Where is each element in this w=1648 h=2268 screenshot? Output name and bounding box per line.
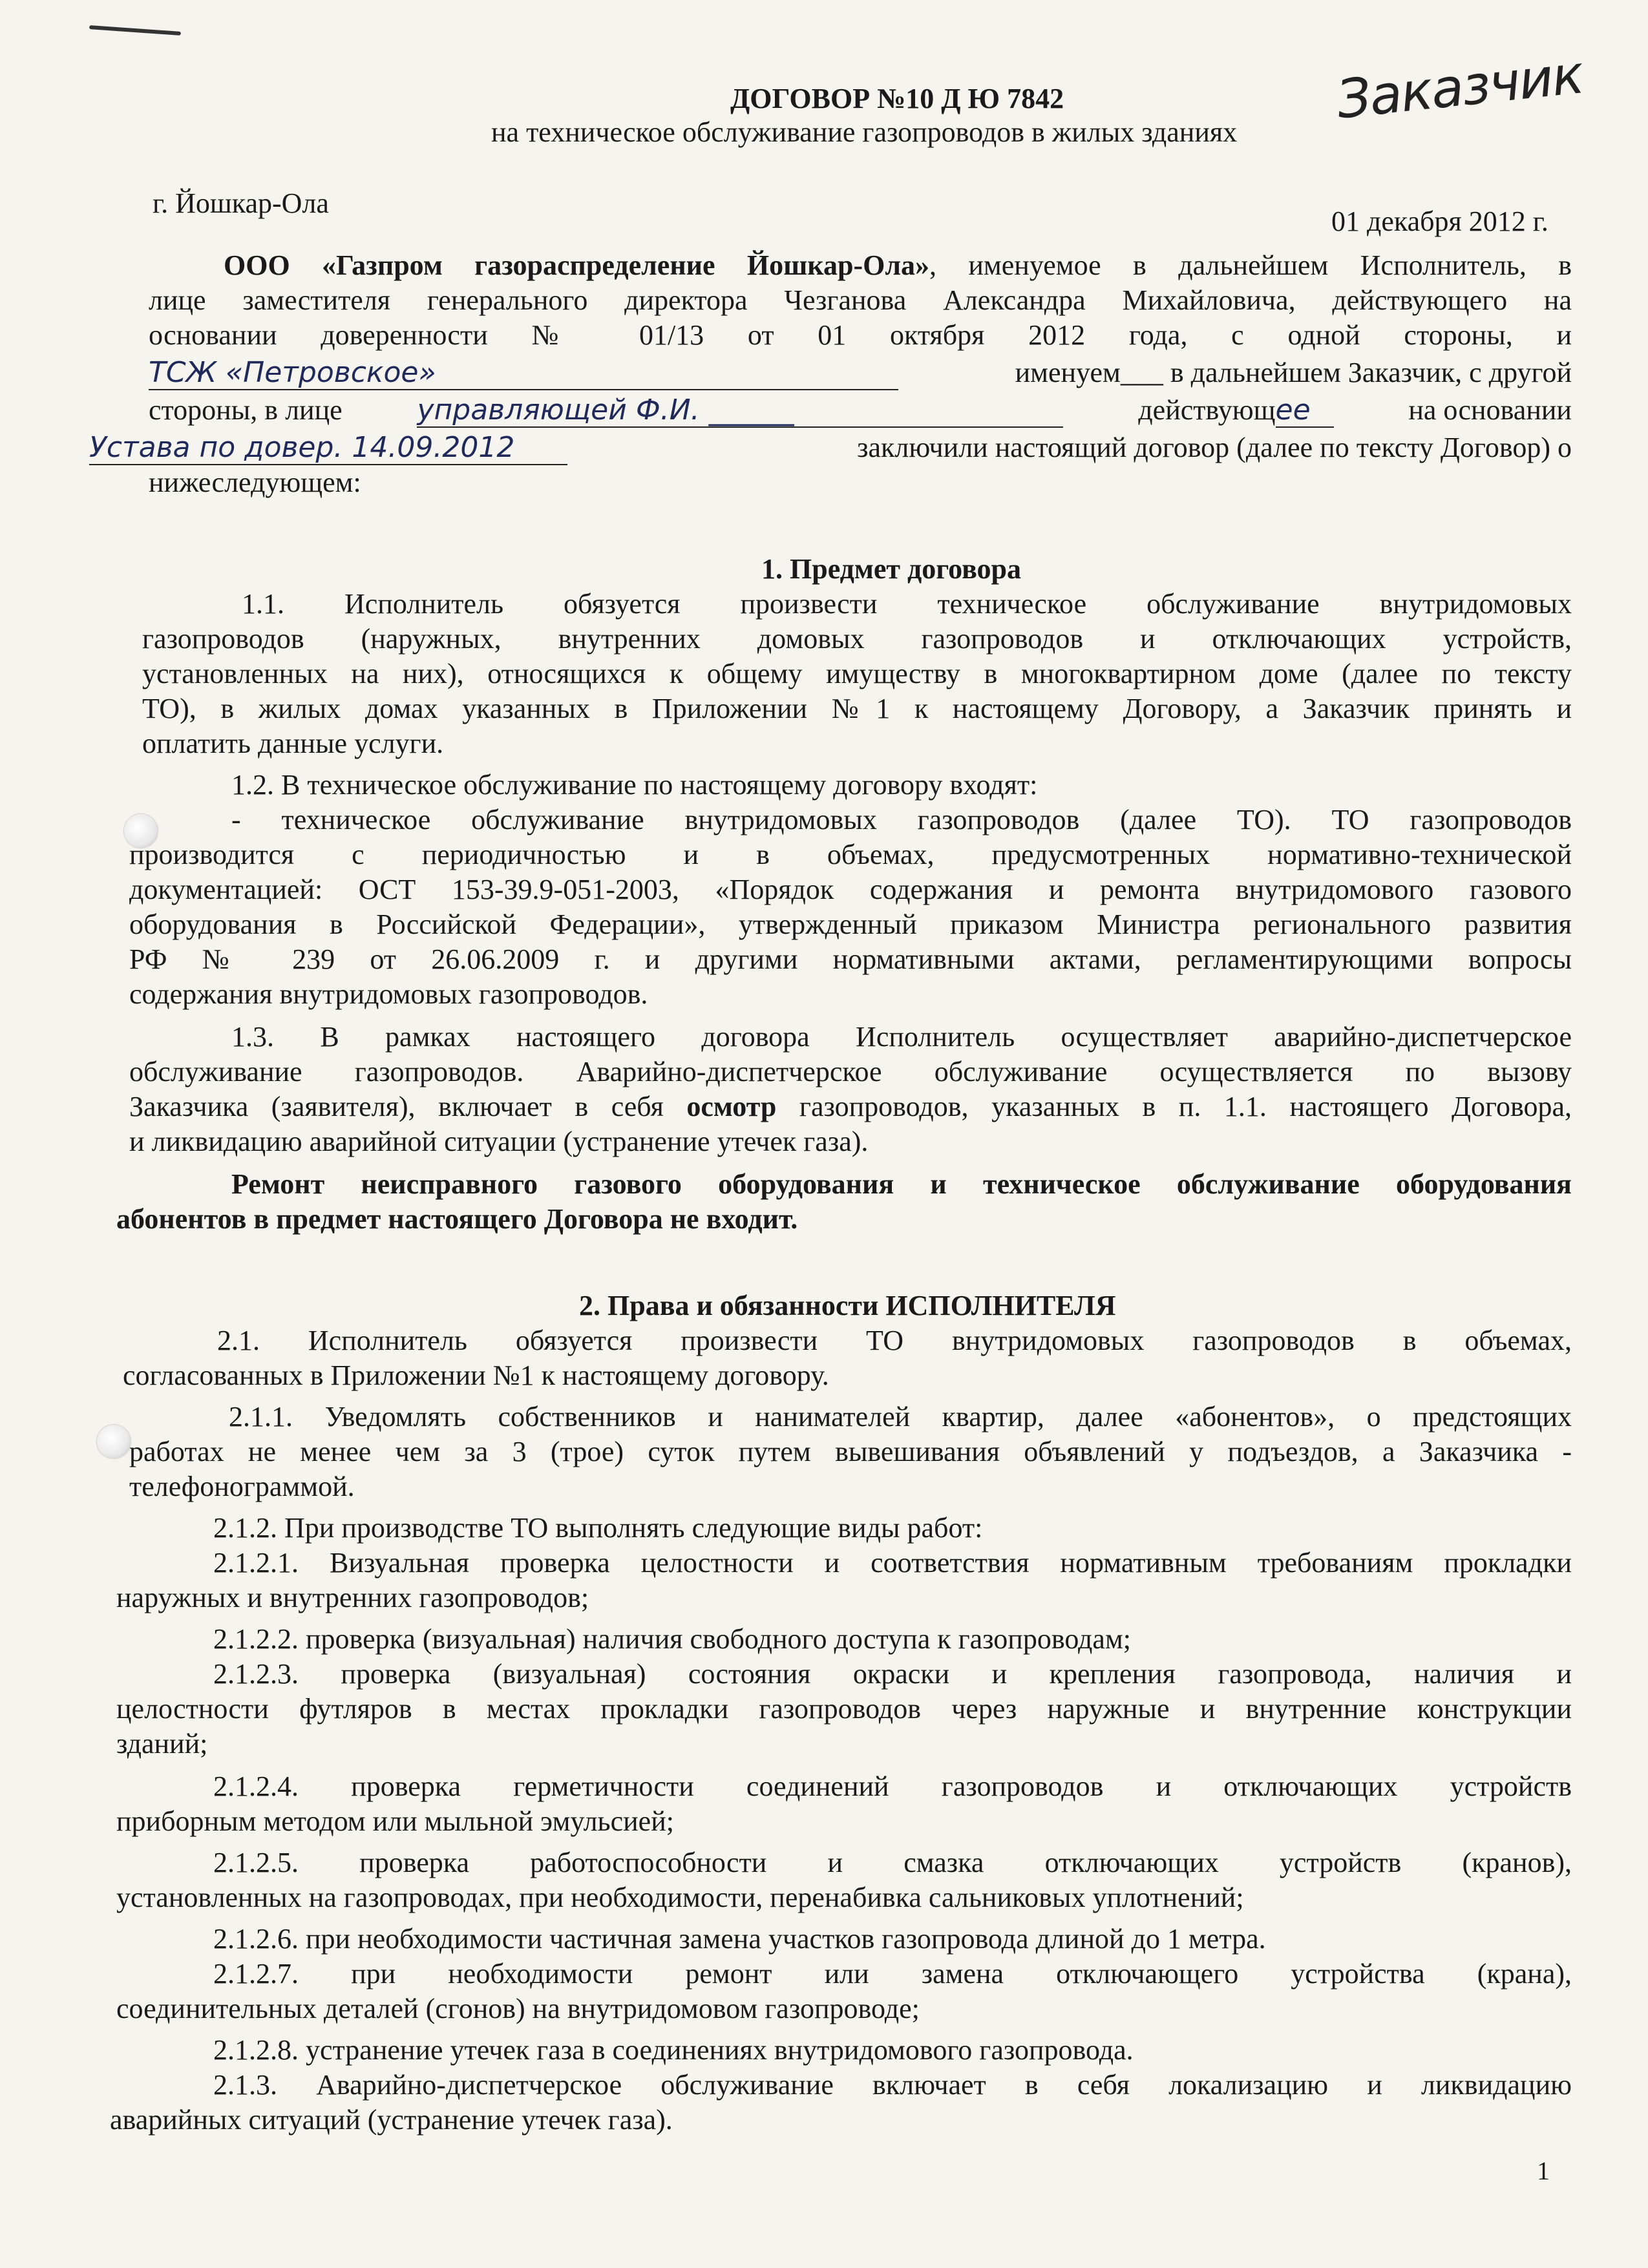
section-2-text: 2.1. Исполнитель обязуется произвести ТО внутридомовых газопроводов в объемах, xyxy=(217,1325,1572,1356)
section-2-text: зданий; xyxy=(116,1728,208,1759)
section-2-text: 2.1.2.8. устранение утечек газа в соединениях внутридомового газопровода. xyxy=(213,2034,1134,2066)
preamble-line-7: нижеследующем: xyxy=(149,467,361,498)
preamble-line-3: основании доверенности № 01/13 от 01 октября 2012 года, с одной стороны, и xyxy=(149,319,1572,351)
section-2-text: приборным методом или мыльной эмульсией; xyxy=(116,1805,674,1837)
handwritten-basis: Устава по довер. 14.09.2012 xyxy=(89,432,567,465)
section-2-text: 2.1.2.1. Визуальная проверка целостности и соответствия нормативным требованиям прокладки xyxy=(213,1547,1572,1579)
section-1-text: - техническое обслуживание внутридомовых газопроводов (далее ТО). ТО газопроводов xyxy=(231,804,1572,835)
section-2-heading: 2. Права и обязанности ИСПОЛНИТЕЛЯ xyxy=(579,1290,1116,1321)
section-2-text: 2.1.2.5. проверка работоспособности и смазка отключающих устройств (кранов), xyxy=(213,1847,1572,1878)
section-1-text: 1.1. Исполнитель обязуется произвести техническое обслуживание внутридомовых xyxy=(242,588,1572,620)
section-2-text: согласованных в Приложении №1 к настоящему договору. xyxy=(123,1360,829,1391)
preamble-line-6: Устава по довер. 14.09.2012 заключили настоящий договор (далее по тексту Договор) о xyxy=(89,431,1572,464)
section-1-heading: 1. Предмет договора xyxy=(761,553,1021,585)
contract-title: ДОГОВОР №10 Д Ю 7842 xyxy=(730,83,1064,114)
section-1-text: оборудования в Российской Федерации», утвержденный приказом Министра регионального развития xyxy=(129,908,1572,940)
page-number: 1 xyxy=(1537,2156,1550,2185)
contract-date: 01 декабря 2012 г. xyxy=(1331,205,1548,237)
section-2-text: 2.1.2. При производстве ТО выполнять следующие виды работ: xyxy=(213,1512,983,1544)
section-1-text: установленных на них), относящихся к общему имуществу в многоквартирном доме (далее по тексту xyxy=(142,658,1572,689)
section-2-text: 2.1.2.2. проверка (визуальная) наличия свободного доступа к газопроводам; xyxy=(213,1623,1132,1655)
section-2-text: установленных на газопроводах, при необходимости, перенабивка сальниковых уплотнений; xyxy=(116,1882,1244,1913)
handwritten-signature: Заказчик xyxy=(1334,44,1586,131)
preamble-line-4: ТСЖ «Петровское» именуем___ в дальнейшем Заказчик, с другой xyxy=(149,356,1572,389)
section-1-text: производится с периодичностью и в объемах, предусмотренных нормативно-технической xyxy=(129,839,1572,870)
section-1-text: газопроводов (наружных, внутренних домовых газопроводов и отключающих устройств, xyxy=(142,623,1572,655)
section-2-text: телефонограммой. xyxy=(129,1471,355,1502)
section-2-text: 2.1.2.6. при необходимости частичная замена участков газопровода длиной до 1 метра. xyxy=(213,1923,1266,1955)
hole-punch-mark xyxy=(97,1425,131,1458)
section-2-text: 2.1.2.3. проверка (визуальная) состояния окраски и крепления газопровода, наличия и xyxy=(213,1658,1572,1690)
section-1-note: абонентов в предмет настоящего Договора не входит. xyxy=(116,1203,798,1235)
section-1-text: РФ № 239 от 26.06.2009 г. и другими нормативными актами, регламентирующими вопросы xyxy=(129,943,1572,975)
section-1-text: 1.2. В техническое обслуживание по настоящему договору входят: xyxy=(231,769,1038,801)
section-2-text: целостности футляров в местах прокладки газопроводов через наружные и внутренние конструкции xyxy=(116,1693,1572,1725)
section-1-text: 1.3. В рамках настоящего договора Исполнитель осуществляет аварийно-диспетчерское xyxy=(231,1021,1572,1053)
handwritten-customer-name: ТСЖ «Петровское» xyxy=(149,357,898,390)
section-1-text: ТО), в жилых домах указанных в Приложении №1 к настоящему Договору, а Заказчик принять и xyxy=(142,693,1572,724)
section-1-text: и ликвидацию аварийной ситуации (устранение утечек газа). xyxy=(129,1126,869,1157)
organization-name: ООО «Газпром газораспределение Йошкар-Ола» xyxy=(224,249,930,281)
handwritten-representative: управляющей Ф.И. ______ xyxy=(417,394,1063,428)
contract-subtitle: на техническое обслуживание газопроводов в жилых зданиях xyxy=(491,116,1238,148)
section-1-text: обслуживание газопроводов. Аварийно-диспетчерское обслуживание осуществляется по вызову xyxy=(129,1056,1572,1087)
section-2-text: аварийных ситуаций (устранение утечек газа). xyxy=(110,2104,673,2136)
section-2-text: работах не менее чем за 3 (трое) суток путем вывешивания объявлений у подъездов, а Заказчика - xyxy=(129,1436,1572,1467)
section-1-text: Заказчика (заявителя), включает в себя осмотр газопроводов, указанных в п. 1.1. настоящего Договора, xyxy=(129,1091,1572,1122)
section-1-text: оплатить данные услуги. xyxy=(142,728,444,759)
contract-city: г. Йошкар-Ола xyxy=(153,187,329,219)
section-2-text: 2.1.3. Аварийно-диспетчерское обслуживание включает в себя локализацию и ликвидацию xyxy=(213,2069,1572,2101)
preamble-line-5: стороны, в лице управляющей Ф.И. ______ действующее на основании xyxy=(149,394,1572,426)
preamble-line-2: лице заместителя генерального директора Чезганова Александра Михайловича, действующего на xyxy=(149,284,1572,316)
pen-mark xyxy=(89,25,181,36)
section-2-text: 2.1.2.4. проверка герметичности соединений газопроводов и отключающих устройств xyxy=(213,1770,1572,1802)
preamble-line-1: ООО «Газпром газораспределение Йошкар-Ола», именуемое в дальнейшем Исполнитель, в xyxy=(224,249,1572,281)
section-2-text: 2.1.2.7. при необходимости ремонт или замена отключающего устройства (крана), xyxy=(213,1958,1572,1990)
section-1-text: содержания внутридомовых газопроводов. xyxy=(129,978,648,1010)
section-2-text: наружных и внутренних газопроводов; xyxy=(116,1582,589,1613)
section-2-text: 2.1.1. Уведомлять собственников и нанимателей квартир, далее «абонентов», о предстоящих xyxy=(229,1401,1572,1433)
section-1-text: документацией: ОСТ 153-39.9-051-2003, «Порядок содержания и ремонта внутридомового газового xyxy=(129,874,1572,905)
section-2-text: соединительных деталей (сгонов) на внутридомовом газопроводе; xyxy=(116,1993,920,2024)
section-1-note: Ремонт неисправного газового оборудования и техническое обслуживание оборудования xyxy=(231,1168,1572,1200)
handwritten-suffix: ее xyxy=(1276,394,1334,428)
